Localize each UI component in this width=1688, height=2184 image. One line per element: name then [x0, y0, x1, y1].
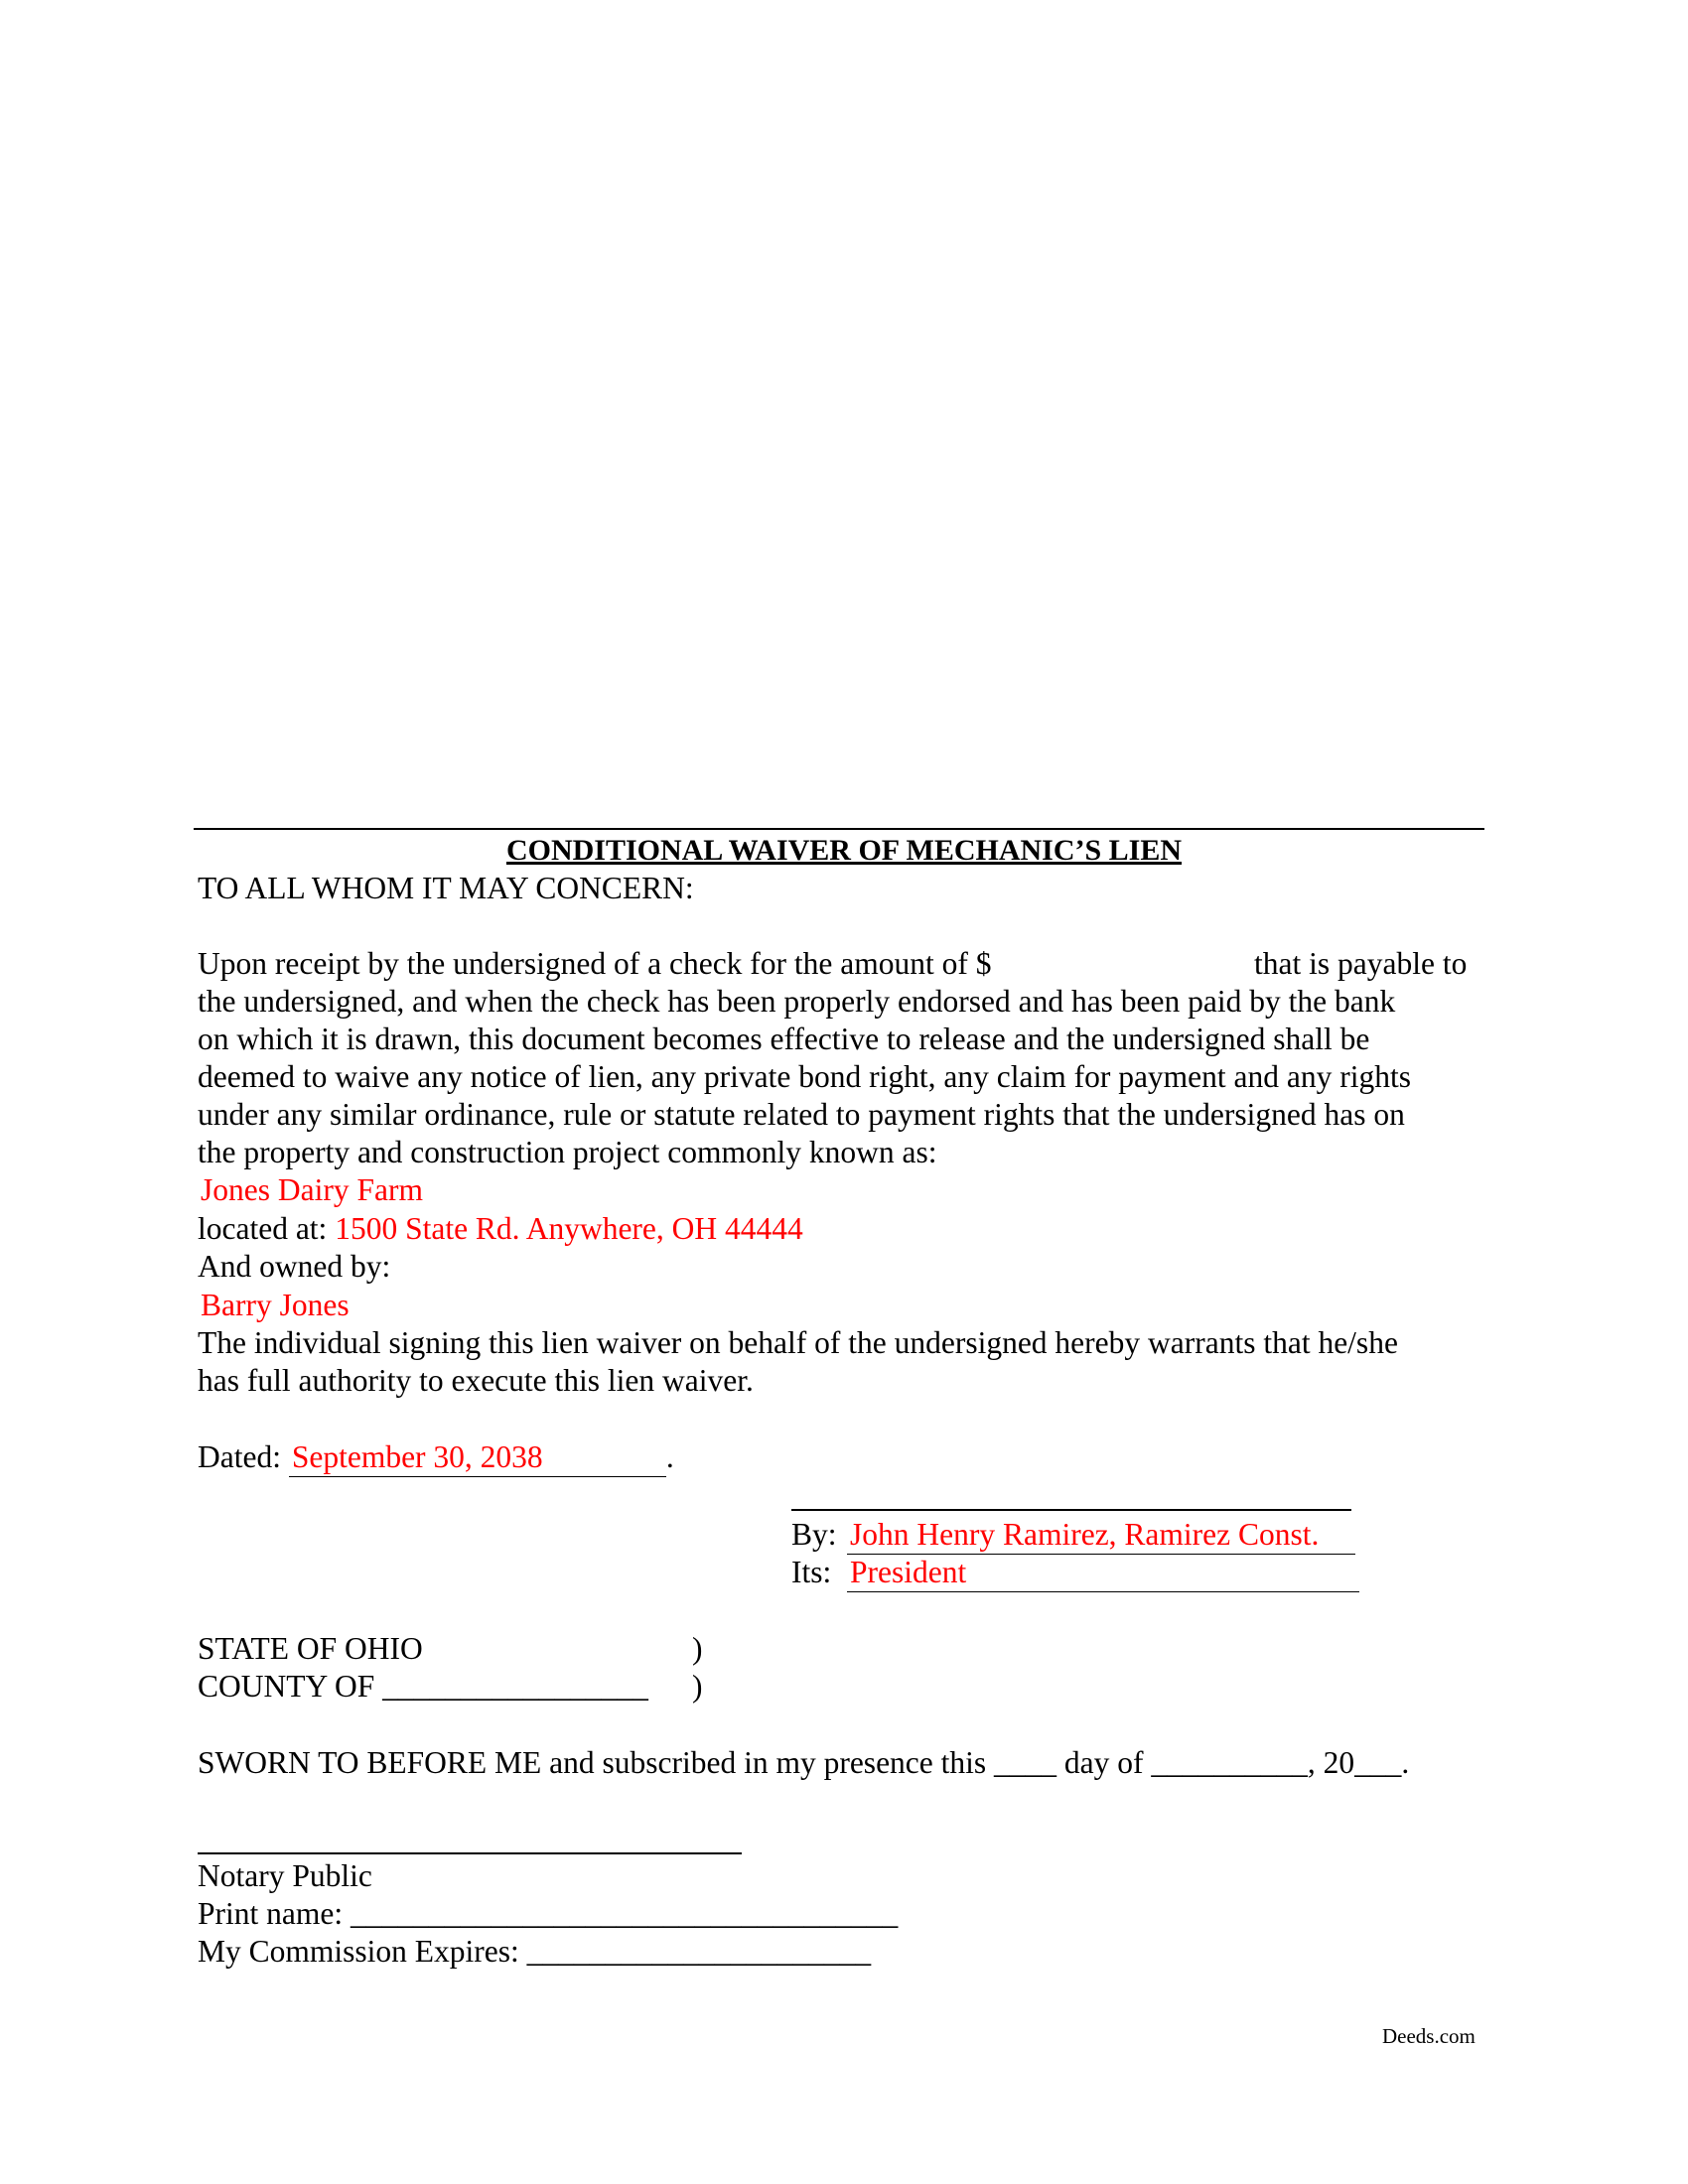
its-field-wrap: [847, 1554, 1359, 1592]
body-line-3: on which it is drawn, this document becomes effective to release and the undersigned shall be: [198, 1022, 1370, 1056]
location-line: located at: 1500 State Rd. Anywhere, OH 44444: [198, 1211, 803, 1246]
owner-label: And owned by:: [198, 1249, 391, 1284]
body-line-1: Upon receipt by the undersigned of a check for the amount of $: [198, 946, 992, 981]
signature-line[interactable]: [791, 1509, 1351, 1511]
location-field[interactable]: 1500 State Rd. Anywhere, OH 44444: [335, 1211, 803, 1246]
warranty-line-1: The individual signing this lien waiver on behalf of the undersigned hereby warrants that he/she: [198, 1325, 1398, 1360]
its-field[interactable]: President: [850, 1555, 967, 1589]
by-field-wrap: [847, 1516, 1355, 1555]
venue-paren-2: ): [692, 1669, 703, 1704]
project-name-field[interactable]: Jones Dairy Farm: [201, 1172, 423, 1207]
document-title: CONDITIONAL WAIVER OF MECHANIC’S LIEN: [505, 834, 1183, 867]
sworn-statement: SWORN TO BEFORE ME and subscribed in my presence this ____ day of __________, 20___.: [198, 1745, 1410, 1780]
footer-brand: Deeds.com: [1382, 2024, 1476, 2048]
venue-county[interactable]: COUNTY OF _________________: [198, 1669, 648, 1704]
notary-title: Notary Public: [198, 1858, 372, 1893]
notary-signature-line[interactable]: [198, 1852, 742, 1854]
by-field[interactable]: John Henry Ramirez, Ramirez Const.: [850, 1517, 1320, 1552]
body-line-2: the undersigned, and when the check has been properly endorsed and has been paid by the bank: [198, 984, 1396, 1019]
its-label: Its:: [791, 1555, 832, 1589]
body-line-1-suffix: that is payable to: [1254, 946, 1468, 981]
body-line-5: under any similar ordinance, rule or statute related to payment rights that the undersigned has on: [198, 1097, 1405, 1132]
notary-commission[interactable]: My Commission Expires: ______________________: [198, 1934, 872, 1969]
dated-line: Dated: September 30, 2038 .: [198, 1438, 674, 1477]
notary-print-name[interactable]: Print name: ___________________________________: [198, 1896, 899, 1931]
dated-field[interactable]: September 30, 2038: [291, 1439, 543, 1474]
body-line-4: deemed to waive any notice of lien, any private bond right, any claim for payment and any rights: [198, 1059, 1411, 1094]
top-rule: [194, 828, 1484, 830]
by-label: By:: [791, 1517, 837, 1552]
venue-state: STATE OF OHIO: [198, 1631, 423, 1666]
warranty-line-2: has full authority to execute this lien waiver.: [198, 1363, 754, 1398]
venue-paren-1: ): [692, 1631, 703, 1666]
body-line-6: the property and construction project commonly known as:: [198, 1135, 937, 1169]
salutation: TO ALL WHOM IT MAY CONCERN:: [198, 871, 694, 905]
owner-field[interactable]: Barry Jones: [201, 1288, 350, 1322]
